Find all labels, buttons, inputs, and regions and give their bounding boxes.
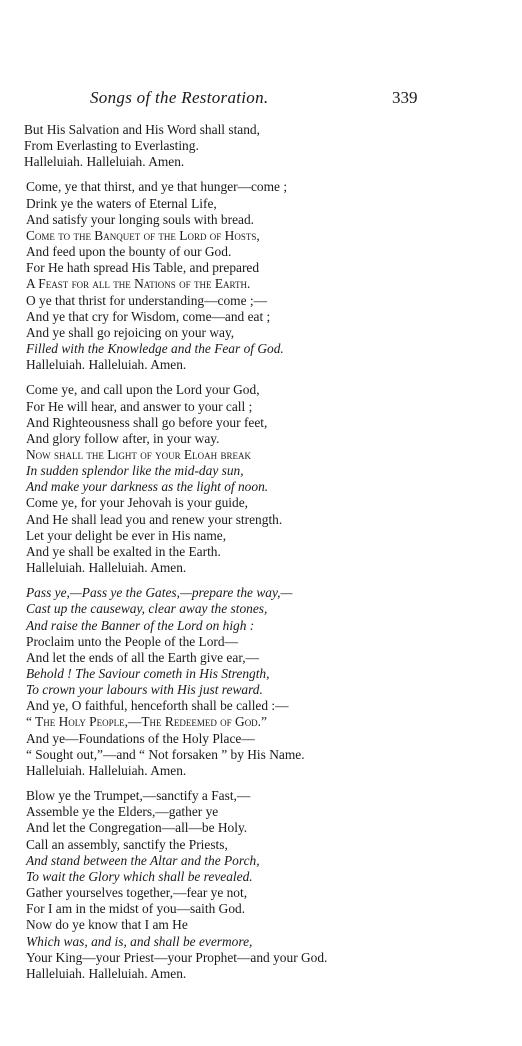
poem-line: Gather yourselves together,—fear ye not, <box>26 885 248 901</box>
poem-line: Come ye, for your Jehovah is your guide, <box>26 495 249 511</box>
poem-line: And Righteousness shall go before your feet, <box>26 414 268 430</box>
poem-line: Assemble ye the Elders,—gather ye <box>26 804 219 820</box>
poem-line: Blow ye the Trumpet,—sanctify a Fast,— <box>26 788 251 804</box>
running-title: Songs of the Restoration. <box>90 88 269 107</box>
stanza <box>24 585 494 779</box>
poem-line: Drink ye the waters of Eternal Life, <box>26 195 217 211</box>
poem-line: A Feast for all the Nations of the Earth. <box>26 276 251 292</box>
poem-line: And make your darkness as the light of noon. <box>26 479 269 495</box>
poem-line: For He hath spread His Table, and prepared <box>26 260 260 276</box>
poem-line: And feed upon the bounty of our God. <box>26 244 232 260</box>
stanza <box>24 382 494 576</box>
poem-line: From Everlasting to Everlasting. <box>24 138 199 154</box>
poem-line: “ Sought out,”—and “ Not forsaken ” by His Name. <box>26 746 305 762</box>
poem-line: And ye shall be exalted in the Earth. <box>26 543 221 559</box>
poem-body <box>24 122 494 991</box>
poem-line: And stand between the Altar and the Porch, <box>26 852 260 868</box>
poem-line: Come to the Banquet of the Lord of Hosts, <box>26 227 260 243</box>
poem-line: O ye that thrist for understanding—come ;— <box>26 292 267 308</box>
poem-line: Halleluiah. Halleluiah. Amen. <box>24 154 185 170</box>
poem-line: And glory follow after, in your way. <box>26 430 220 446</box>
page-header <box>0 88 522 112</box>
poem-line: To wait the Glory which shall be revealed. <box>26 868 253 884</box>
poem-line: Which was, and is, and shall be evermore, <box>26 933 253 949</box>
poem-line: And raise the Banner of the Lord on high : <box>26 617 255 633</box>
page-number: 339 <box>392 88 418 107</box>
poem-line: And ye that cry for Wisdom, come—and eat ; <box>26 308 271 324</box>
stanza <box>24 788 494 982</box>
poem-line: Now do ye know that I am He <box>26 917 188 933</box>
poem-line: For I am in the midst of you—saith God. <box>26 901 246 917</box>
poem-line: Halleluiah. Halleluiah. Amen. <box>26 965 187 981</box>
poem-line: Come ye, and call upon the Lord your God, <box>26 382 260 398</box>
stanza <box>24 179 494 373</box>
poem-line: And let the Congregation—all—be Holy. <box>26 820 248 836</box>
poem-line: Halleluiah. Halleluiah. Amen. <box>26 560 187 576</box>
poem-line: Behold ! The Saviour cometh in His Strength, <box>26 666 270 681</box>
poem-line: And ye shall go rejoicing on your way, <box>26 324 235 340</box>
poem-line: Your King—your Priest—your Prophet—and your God. <box>26 949 328 965</box>
poem-line: And let the ends of all the Earth give ear,— <box>26 649 259 665</box>
poem-line: Let your delight be ever in His name, <box>26 527 227 543</box>
poem-line: And ye—Foundations of the Holy Place— <box>26 730 255 746</box>
poem-line: Halleluiah. Halleluiah. Amen. <box>26 762 187 778</box>
poem-line: Filled with the Knowledge and the Fear of God. <box>26 341 284 357</box>
poem-line: To crown your labours with His just reward. <box>26 682 263 698</box>
poem-line: And ye, O faithful, henceforth shall be called :— <box>26 698 289 714</box>
poem-line: Come, ye that thirst, and ye that hunger—come ; <box>26 179 288 195</box>
poem-line: Call an assembly, sanctify the Priests, <box>26 836 228 852</box>
stanza <box>24 122 494 170</box>
poem-line: For He will hear, and answer to your call ; <box>26 398 253 414</box>
poem-line: “ The Holy People,—The Redeemed of God.” <box>26 714 267 730</box>
poem-line: Now shall the Light of your Eloah break <box>26 446 251 462</box>
poem-line: Pass ye,—Pass ye the Gates,—prepare the way,— <box>26 585 293 601</box>
poem-line: Proclaim unto the People of the Lord— <box>26 633 238 649</box>
poem-line: Halleluiah. Halleluiah. Amen. <box>26 357 187 373</box>
poem-line: But His Salvation and His Word shall stand, <box>24 122 260 137</box>
poem-line: In sudden splendor like the mid-day sun, <box>26 463 244 479</box>
poem-line: Cast up the causeway, clear away the stones, <box>26 601 268 617</box>
poem-line: And satisfy your longing souls with bread. <box>26 211 254 227</box>
poem-line: And He shall lead you and renew your strength. <box>26 511 283 527</box>
